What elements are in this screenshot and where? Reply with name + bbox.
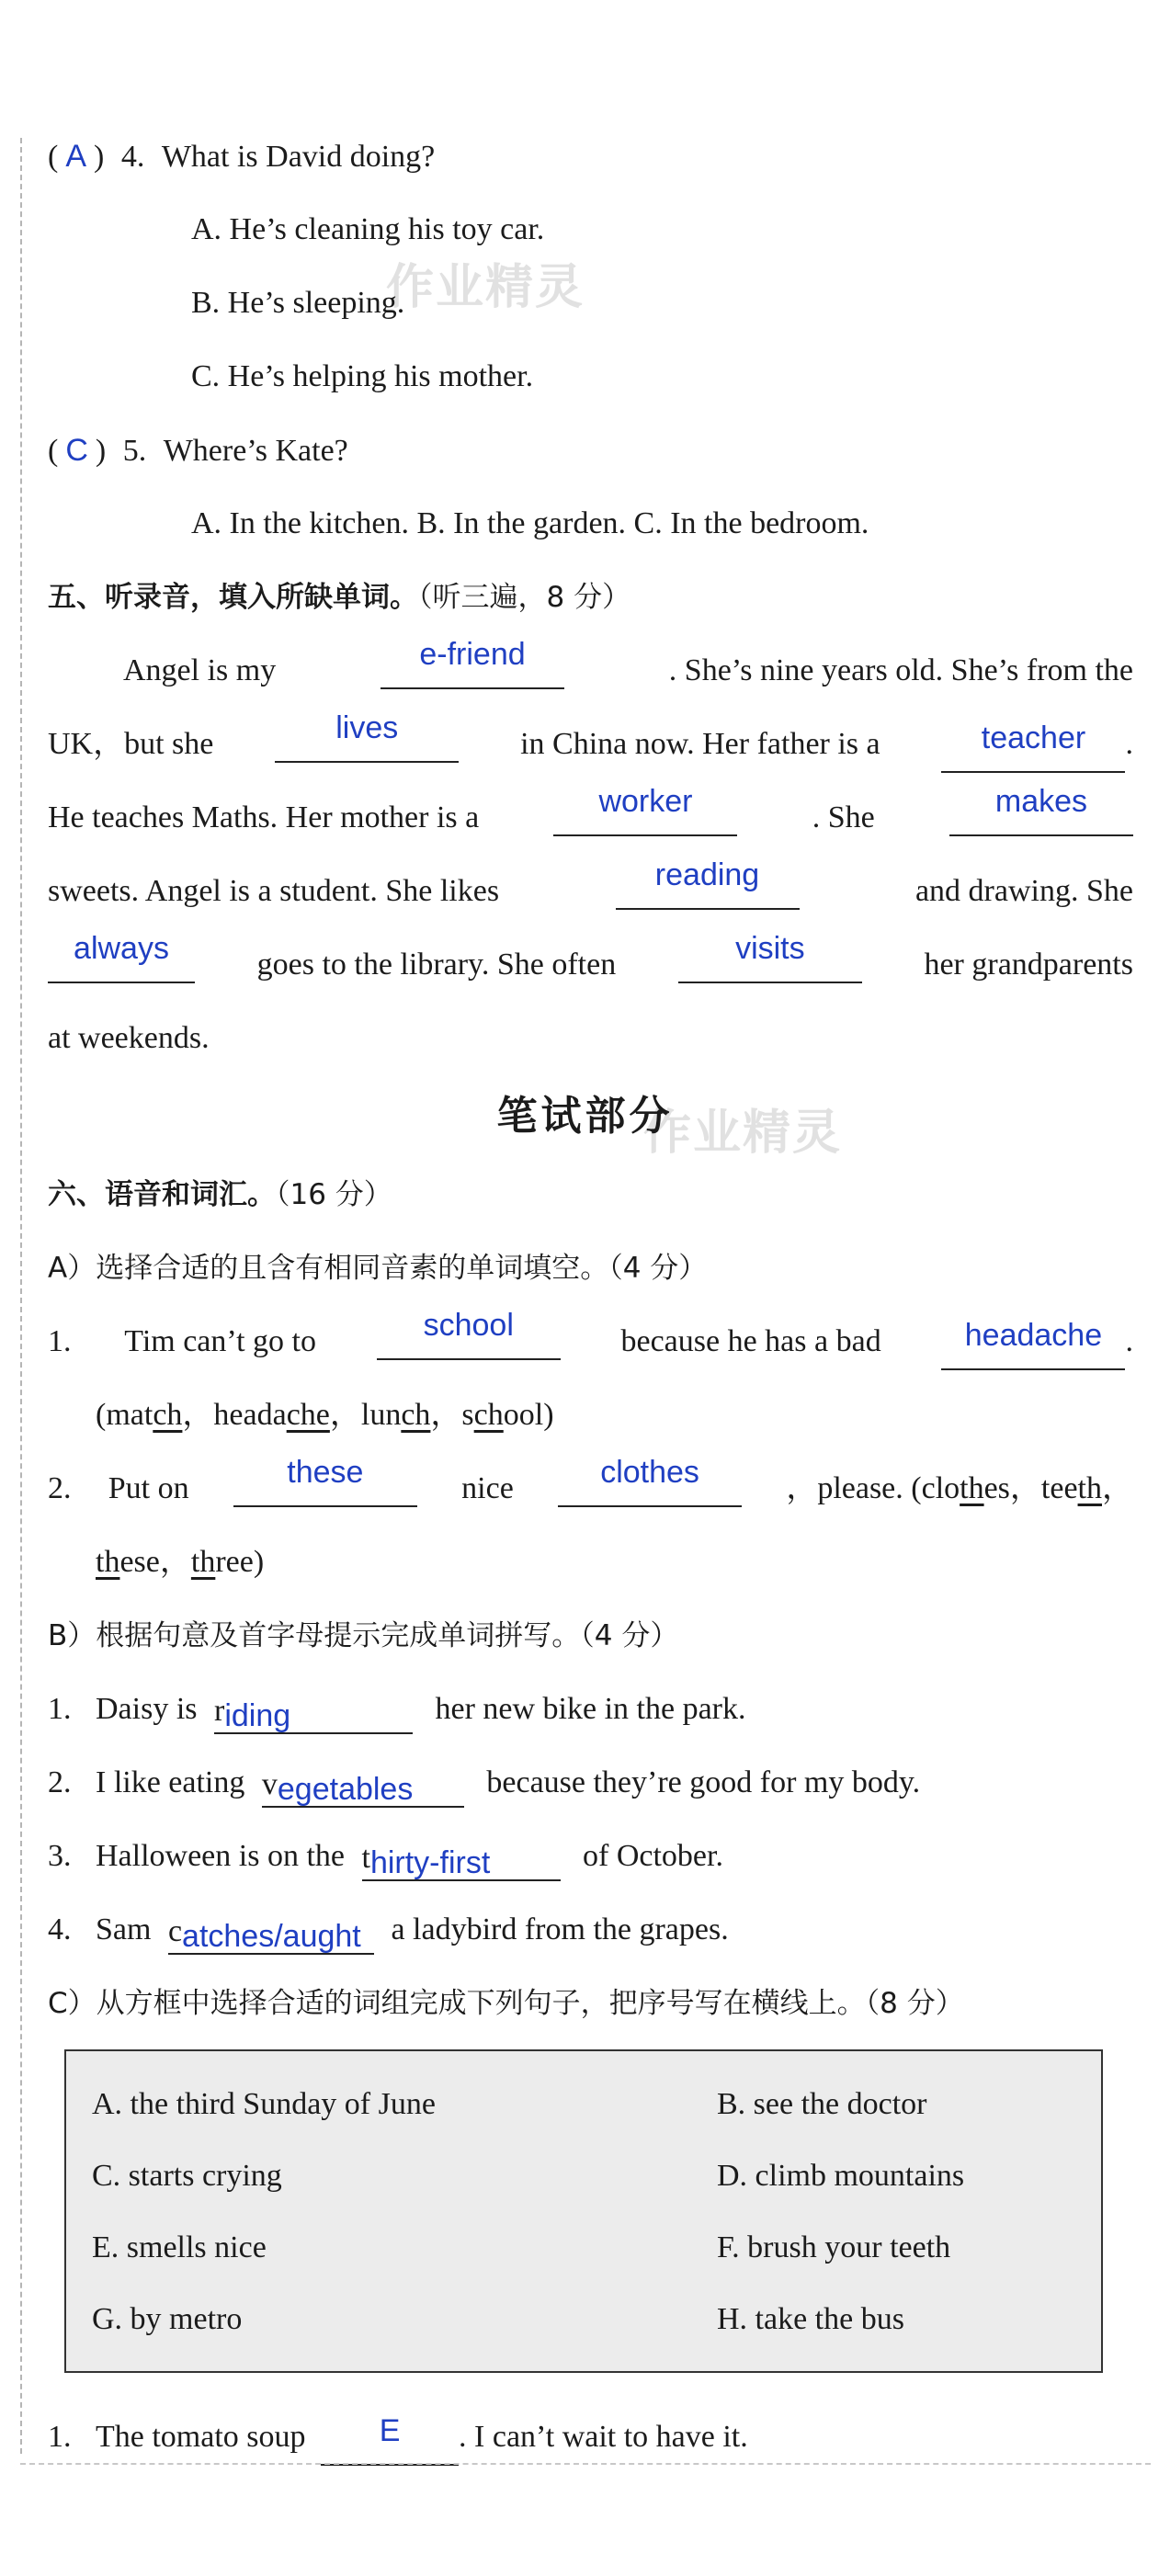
phrase-a: A. the third Sunday of June [92, 2087, 436, 2121]
part-b-question-4: 4. Sam catches/aught a ladybird from the grapes. [48, 1902, 1133, 1958]
left-dashed-margin [20, 138, 22, 2454]
part-a-question-2: 2. Put on these nice clothes ，please. (clothes，teeth， [48, 1455, 1133, 1505]
part-b-question-2: 2. I like eating vegetables because they’re good for my body. [48, 1755, 1133, 1810]
part-b-question-1: 1. Daisy is riding her new bike in the park. [48, 1682, 1133, 1737]
spelling-blank-4: catches/aught [168, 1909, 374, 1955]
section-5-heading: 五、听录音，填入所缺单词。（听三遍，8 分） [48, 581, 631, 614]
blank-c1: E [321, 2420, 459, 2466]
part-b-question-3: 3. Halloween is on the thirty-first of October. [48, 1829, 1133, 1884]
spelling-blank-1: riding [214, 1688, 413, 1734]
section-6-heading: 六、语音和词汇。（16 分） [48, 1178, 392, 1211]
blank-8: visits [678, 937, 862, 983]
phrase-b: B. see the doctor [717, 2087, 927, 2121]
spelling-blank-3: thirty-first [362, 1835, 561, 1881]
blank-4: worker [553, 790, 737, 836]
question-4: ( A ) 4. What is David doing? [48, 139, 436, 174]
phrase-h: H. take the bus [717, 2302, 904, 2336]
passage-line-1: Angel is my e-friend . She’s nine years old. She’s from the [123, 637, 1133, 687]
answer-q5: C [65, 433, 88, 468]
answer-q4: A [65, 139, 87, 174]
passage-line-4: sweets. Angel is a student. She likes reading and drawing. She [48, 857, 1133, 908]
q4-option-b: B. He’s sleeping. [191, 286, 405, 320]
question-5: ( C ) 5. Where’s Kate? [48, 433, 348, 468]
blank-3: teacher [941, 727, 1125, 773]
part-a-question-1: 1. Tim can’t go to school because he has a bad headache . [48, 1314, 1133, 1370]
blank-7: always [48, 937, 195, 983]
phrase-f: F. brush your teeth [717, 2230, 951, 2264]
blank-a1: school [377, 1314, 561, 1360]
phrase-e: E. smells nice [92, 2230, 267, 2264]
bottom-dashed-line [20, 2463, 1151, 2465]
phrase-c: C. starts crying [92, 2159, 282, 2193]
passage-line-6: at weekends. [48, 1021, 210, 1055]
watermark: 作业精灵 [386, 260, 585, 315]
blank-5: makes [949, 790, 1133, 836]
blank-a4: clothes [558, 1461, 742, 1507]
blank-a2: headache [941, 1324, 1125, 1370]
written-section-title: 笔试部分 [496, 1093, 674, 1140]
q4-option-c: C. He’s helping his mother. [191, 359, 534, 393]
part-c-title: C）从方框中选择合适的词组完成下列句子，把序号写在横线上。（8 分） [48, 1987, 964, 2020]
blank-6: reading [616, 864, 800, 910]
question-4-stem: What is David doing? [161, 140, 436, 174]
part-c-question-1: 1. The tomato soup E . I can’t wait to have it. [48, 2410, 1133, 2466]
passage-line-3: He teaches Maths. Her mother is a worker . She makes [48, 790, 1133, 845]
phrase-box [64, 2049, 1103, 2373]
phrase-g: G. by metro [92, 2302, 243, 2336]
part-a-q1-word-options: (match，headache，lunch，school) [96, 1398, 554, 1432]
blank-a3: these [233, 1461, 417, 1507]
q5-options: A. In the kitchen. B. In the garden. C. In the bedroom. [191, 506, 869, 540]
phrase-d: D. climb mountains [717, 2159, 965, 2193]
passage-line-5: always goes to the library. She often visits her grandparents [48, 937, 1133, 993]
spelling-blank-2: vegetables [262, 1762, 464, 1808]
question-5-stem: Where’s Kate? [163, 434, 348, 468]
passage-line-2: UK，but she lives in China now. Her father is a teacher . [48, 717, 1133, 773]
blank-2: lives [275, 717, 459, 763]
q4-option-a: A. He’s cleaning his toy car. [191, 212, 545, 246]
part-a-title: A）选择合适的且含有相同音素的单词填空。（4 分） [48, 1252, 708, 1285]
part-b-title: B）根据句意及首字母提示完成单词拼写。（4 分） [48, 1619, 679, 1652]
watermark: 作业精灵 [643, 1106, 843, 1161]
part-a-q2-word-options: these，three) [96, 1545, 265, 1579]
blank-1: e-friend [381, 643, 564, 689]
